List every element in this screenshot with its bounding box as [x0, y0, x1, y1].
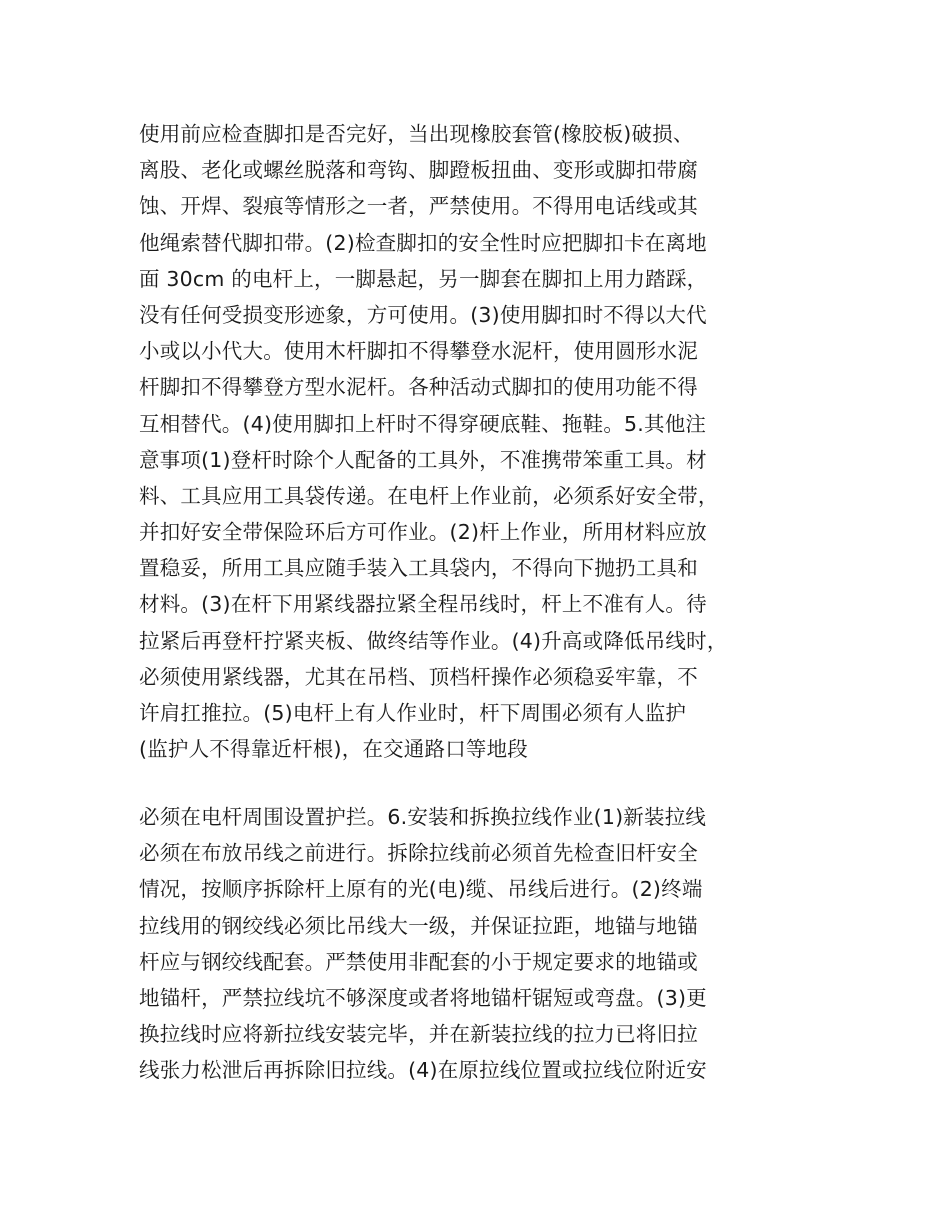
text-line: 意事项(1)登杆时除个人配备的工具外，不准携带笨重工具。材 [139, 447, 707, 472]
text-line: 情况，按顺序拆除杆上原有的光(电)缆、吊线后进行。(2)终端 [139, 877, 703, 902]
text-line: (监护人不得靠近杆根)，在交通路口等地段 [139, 737, 528, 762]
text-line: 拉紧后再登杆拧紧夹板、做终结等作业。(4)升高或降低吊线时， [139, 628, 728, 653]
text-line: 必须在布放吊线之前进行。拆除拉线前必须首先检查旧杆安全 [139, 841, 698, 866]
text-line: 必须在电杆周围设置护拦。6.安装和拆换拉线作业(1)新装拉线 [139, 805, 707, 829]
text-line: 面 30cm 的电杆上，一脚悬起，另一脚套在脚扣上用力踏踩， [139, 266, 708, 291]
text-line: 离股、老化或螺丝脱落和弯钩、脚蹬板扭曲、变形或脚扣带腐 [139, 158, 698, 183]
text-line: 他绳索替代脚扣带。(2)检查脚扣的安全性时应把脚扣卡在离地 [139, 230, 707, 255]
text-line: 必须使用紧线器，尤其在吊档、顶档杆操作必须稳妥牢靠，不 [139, 664, 698, 689]
text-line: 料、工具应用工具袋传递。在电杆上作业前，必须系好安全带， [139, 483, 719, 508]
paragraph-1 [139, 116, 839, 767]
text-line: 拉线用的钢绞线必须比吊线大一级，并保证拉距，地锚与地锚 [139, 913, 698, 938]
text-line: 小或以小代大。使用木杆脚扣不得攀登水泥杆，使用圆形水泥 [139, 339, 698, 364]
text-line: 置稳妥，所用工具应随手装入工具袋内，不得向下抛扔工具和 [139, 556, 698, 581]
text-line: 互相替代。(4)使用脚扣上杆时不得穿硬底鞋、拖鞋。5.其他注 [139, 411, 707, 436]
text-line: 换拉线时应将新拉线安装完毕，并在新装拉线的拉力已将旧拉 [139, 1022, 698, 1047]
text-line: 材料。(3)在杆下用紧线器拉紧全程吊线时，杆上不准有人。待 [139, 592, 707, 617]
text-line: 并扣好安全带保险环后方可作业。(2)杆上作业，所用材料应放 [139, 520, 707, 545]
text-line: 使用前应检查脚扣是否完好，当出现橡胶套管(橡胶板)破损、 [139, 122, 694, 146]
text-line: 蚀、开焊、裂痕等情形之一者，严禁使用。不得用电话线或其 [139, 194, 698, 219]
text-line: 许肩扛推拉。(5)电杆上有人作业时，杆下周围必须有人监护 [139, 701, 687, 725]
paragraph-2 [139, 799, 839, 1089]
text-line: 杆脚扣不得攀登方型水泥杆。各种活动式脚扣的使用功能不得 [139, 375, 698, 400]
text-line: 杆应与钢绞线配套。严禁使用非配套的小于规定要求的地锚或 [139, 949, 698, 974]
text-line: 地锚杆，严禁拉线坑不够深度或者将地锚杆锯短或弯盘。(3)更 [139, 985, 707, 1010]
text-line: 线张力松泄后再拆除旧拉线。(4)在原拉线位置或拉线位附近安 [139, 1058, 707, 1083]
text-line: 没有任何受损变形迹象，方可使用。(3)使用脚扣时不得以大代 [139, 302, 707, 327]
